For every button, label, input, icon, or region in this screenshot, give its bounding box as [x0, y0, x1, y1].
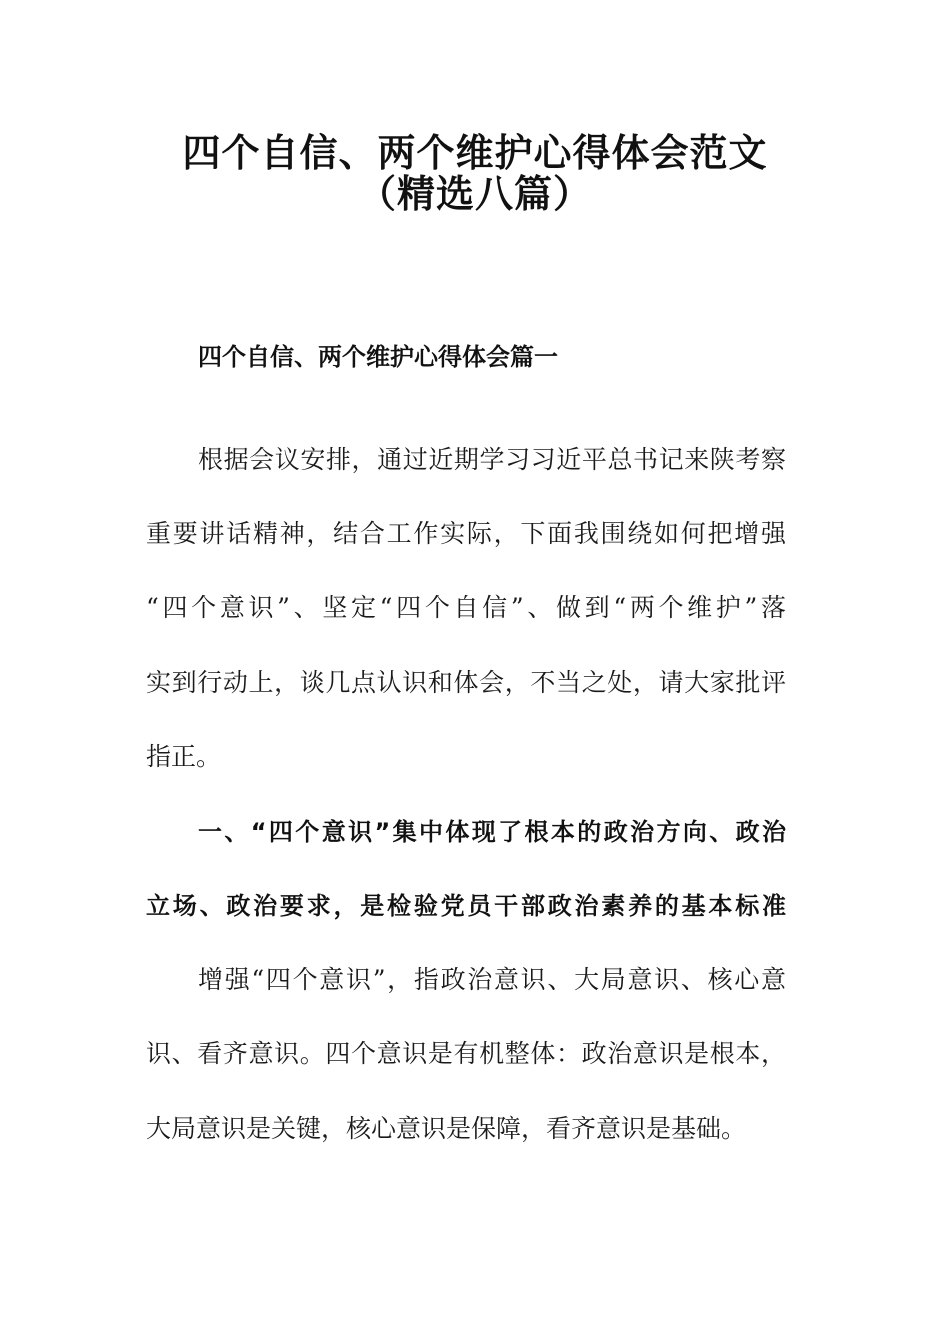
paragraph-line: 增强“四个意识”，指政治意识、大局意识、核心意 — [198, 965, 786, 994]
subheading-line: 一、“四个意识”集中体现了根本的政治方向、政治 — [198, 818, 786, 846]
subheading-line: 立场、政治要求，是检验党员干部政治素养的基本标准 — [146, 892, 786, 920]
paragraph-line: 识、看齐意识。四个意识是有机整体：政治意识是根本， — [146, 1039, 786, 1068]
paragraph-line: 根据会议安排，通过近期学习习近平总书记来陕考察 — [198, 445, 786, 474]
paragraph-line: 实到行动上，谈几点认识和体会，不当之处，请大家批评 — [146, 668, 786, 697]
document-subtitle: （精选八篇） — [357, 172, 592, 216]
document-title: 四个自信、两个维护心得体会范文 — [182, 131, 768, 175]
section-heading: 四个自信、两个维护心得体会篇一 — [198, 343, 558, 371]
paragraph-line: 大局意识是关键，核心意识是保障，看齐意识是基础。 — [146, 1114, 747, 1143]
paragraph-line: 重要讲话精神，结合工作实际，下面我围绕如何把增强 — [146, 519, 786, 548]
paragraph-line: “四个意识”、坚定“四个自信”、做到“两个维护”落 — [146, 593, 786, 622]
paragraph-line: 指正。 — [146, 742, 222, 771]
